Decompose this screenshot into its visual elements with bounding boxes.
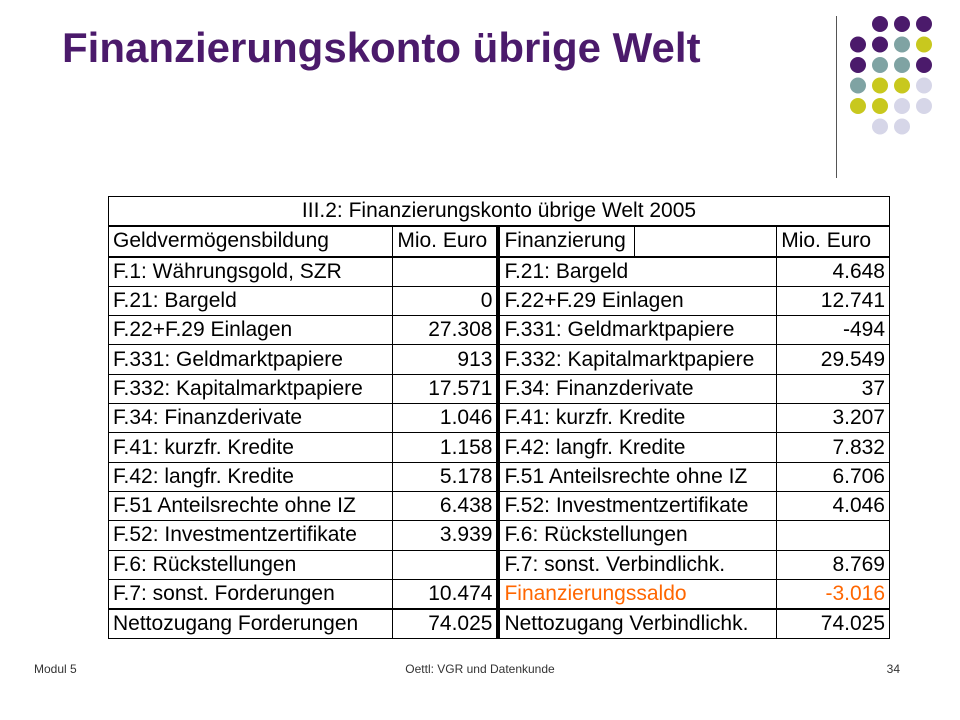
financing-account-table — [108, 196, 890, 639]
left-value-cell — [393, 550, 499, 579]
decorative-dot — [916, 37, 932, 53]
decorative-dot — [916, 98, 932, 114]
table-row — [109, 491, 890, 520]
decorative-dot — [850, 98, 866, 114]
decorative-dot — [916, 57, 932, 73]
right-label-cell: F.34: Finanzderivate — [498, 374, 776, 403]
left-label-cell: F.331: Geldmarktpapiere — [109, 345, 393, 374]
right-label-cell: F.42: langfr. Kredite — [498, 433, 776, 462]
left-label-cell: F.52: Investmentzertifikate — [109, 521, 393, 550]
header-right-label: Finanzierung — [498, 226, 634, 256]
decorative-dot — [872, 57, 888, 73]
left-label-cell: F.51 Anteilsrechte ohne IZ — [109, 491, 393, 520]
right-label-cell: F.6: Rückstellungen — [498, 521, 776, 550]
right-value-cell: 3.207 — [777, 404, 890, 433]
right-label-cell: F.332: Kapitalmarktpapiere — [498, 345, 776, 374]
footer-page-number: 34 — [886, 662, 900, 676]
left-value-cell: 1.046 — [393, 404, 499, 433]
left-value-cell: 27.308 — [393, 316, 499, 345]
header-left-value: Mio. Euro — [393, 226, 499, 256]
left-label-cell: Nettozugang Forderungen — [109, 609, 393, 639]
decorative-dot — [894, 57, 910, 73]
table-row — [109, 404, 890, 433]
right-label-cell: Nettozugang Verbindlichk. — [498, 609, 776, 639]
left-value-cell — [393, 257, 499, 287]
left-label-cell: F.1: Währungsgold, SZR — [109, 257, 393, 287]
right-label-cell: F.7: sonst. Verbindlichk. — [498, 550, 776, 579]
decorative-dot — [916, 16, 932, 32]
table-caption-row — [109, 197, 890, 227]
table-row — [109, 374, 890, 403]
footer-course: Oettl: VGR und Datenkunde — [405, 662, 555, 676]
left-label-cell: F.41: kurzfr. Kredite — [109, 433, 393, 462]
left-label-cell: F.22+F.29 Einlagen — [109, 316, 393, 345]
left-value-cell: 10.474 — [393, 579, 499, 609]
table-row — [109, 579, 890, 609]
left-value-cell: 0 — [393, 286, 499, 315]
table-row — [109, 521, 890, 550]
decorative-dot — [894, 37, 910, 53]
right-value-cell: 29.549 — [777, 345, 890, 374]
left-value-cell: 1.158 — [393, 433, 499, 462]
right-value-cell: 12.741 — [777, 286, 890, 315]
table-row — [109, 462, 890, 491]
right-value-cell: -494 — [777, 316, 890, 345]
right-value-cell — [777, 521, 890, 550]
decorative-dot — [850, 78, 866, 94]
right-label-cell: F.22+F.29 Einlagen — [498, 286, 776, 315]
table-caption: III.2: Finanzierungskonto übrige Welt 2005 — [109, 197, 890, 227]
header-right-value: Mio. Euro — [777, 226, 890, 256]
decorative-dot — [872, 37, 888, 53]
decorative-dot — [894, 16, 910, 32]
left-value-cell: 74.025 — [393, 609, 499, 639]
decorative-dot — [894, 98, 910, 114]
left-label-cell: F.21: Bargeld — [109, 286, 393, 315]
header-left-label: Geldvermögensbildung — [109, 226, 393, 256]
left-label-cell: F.42: langfr. Kredite — [109, 462, 393, 491]
right-value-cell: 74.025 — [777, 609, 890, 639]
right-value-cell: 8.769 — [777, 550, 890, 579]
table-row — [109, 316, 890, 345]
table-row — [109, 257, 890, 287]
right-label-cell: Finanzierungssaldo — [498, 579, 776, 609]
decorative-dot — [894, 78, 910, 94]
right-value-cell: 6.706 — [777, 462, 890, 491]
left-label-cell: F.6: Rückstellungen — [109, 550, 393, 579]
header-empty-cell — [635, 226, 777, 256]
table-row — [109, 433, 890, 462]
left-value-cell: 913 — [393, 345, 499, 374]
right-value-cell: 4.648 — [777, 257, 890, 287]
table-row — [109, 550, 890, 579]
table-header-row — [109, 226, 890, 256]
decorative-dot — [850, 57, 866, 73]
left-value-cell: 17.571 — [393, 374, 499, 403]
decorative-dot — [872, 78, 888, 94]
decorative-dot — [850, 37, 866, 53]
footer-module: Modul 5 — [34, 662, 77, 676]
left-value-cell: 3.939 — [393, 521, 499, 550]
left-value-cell: 6.438 — [393, 491, 499, 520]
decorative-dot — [916, 78, 932, 94]
right-label-cell: F.21: Bargeld — [498, 257, 776, 287]
table-row — [109, 345, 890, 374]
right-value-cell: 4.046 — [777, 491, 890, 520]
table-total-row — [109, 609, 890, 639]
right-value-cell: -3.016 — [777, 579, 890, 609]
right-label-cell: F.331: Geldmarktpapiere — [498, 316, 776, 345]
decorative-dot — [894, 119, 910, 135]
left-label-cell: F.7: sonst. Forderungen — [109, 579, 393, 609]
slide-title: Finanzierungskonto übrige Welt — [62, 24, 701, 71]
table-row — [109, 286, 890, 315]
left-label-cell: F.34: Finanzderivate — [109, 404, 393, 433]
right-value-cell: 7.832 — [777, 433, 890, 462]
left-label-cell: F.332: Kapitalmarktpapiere — [109, 374, 393, 403]
right-label-cell: F.41: kurzfr. Kredite — [498, 404, 776, 433]
decorative-dot — [872, 119, 888, 135]
right-label-cell: F.52: Investmentzertifikate — [498, 491, 776, 520]
decorative-dot — [872, 98, 888, 114]
decorative-divider — [836, 16, 837, 178]
left-value-cell: 5.178 — [393, 462, 499, 491]
right-label-cell: F.51 Anteilsrechte ohne IZ — [498, 462, 776, 491]
right-value-cell: 37 — [777, 374, 890, 403]
decorative-dot — [872, 16, 888, 32]
